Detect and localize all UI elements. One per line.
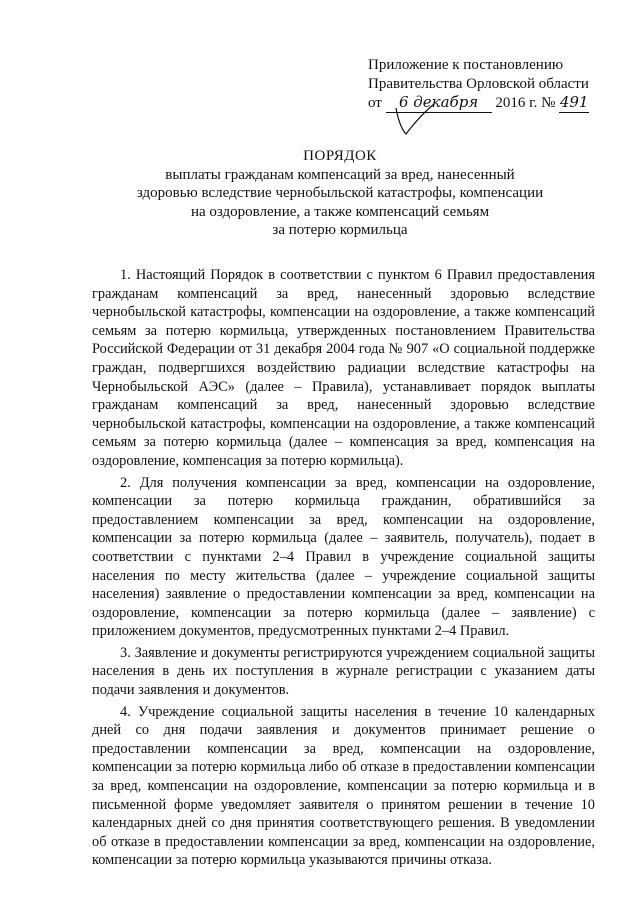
handwritten-number: 491 <box>559 93 589 111</box>
title-line-4: за потерю кормильца <box>272 222 408 238</box>
document-title <box>100 147 580 240</box>
handwritten-flourish-mark <box>392 100 452 140</box>
paragraph-4: 4. Учреждение социальной защиты населения в течение 10 календарных дней со дня подачи заявления и документов принимает решение о предоставлении компенсации за вред, компенсации на оздоровление, компенсации за потерю кормильца либо об отказе в предоставлении компенсации за вред, компенсации на оздоровление, компенсации за потерю кормильца и в письменной форме уведомляет заявителя о принятом решении в течение 10 календарных дней со дня принятия соответствующего решения. В уведомлении об отказе в предоставлении компенсации за вред, компенсации на оздоровление, компенсации за потерю кормильца указываются причины отказа. <box>92 703 595 869</box>
header-line-2: Правительства Орловской области <box>368 75 589 92</box>
title-line-1: выплаты гражданам компенсаций за вред, нанесенный <box>165 166 515 183</box>
title-line-3: на оздоровление, а также компенсаций семьям <box>190 203 490 220</box>
handwritten-date: 6 декабря <box>386 93 492 113</box>
title-heading: ПОРЯДОК <box>303 148 377 164</box>
document-body <box>92 266 595 873</box>
paragraph-1: 1. Настоящий Порядок в соответствии с пунктом 6 Правил предоставления гражданам компенсаций за вред, нанесенный здоровью вследствие чернобыльской катастрофы, компенсации на оздоровление, а также компенсаций семьям за потерю кормильца, утвержденных постановлением Правительства Российской Федерации от 31 декабря 2004 года № 907 «О социальной поддержке граждан, подвергшихся воздействию радиации вследствие катастрофы на Чернобыльской АЭС» (далее – Правила), устанавливает порядок выплаты гражданам компенсаций за вред, нанесенный здоровью вследствие чернобыльской катастрофы, компенсации на оздоровление, а также компенсаций семьям за потерю кормильца (далее – компенсация за вред, компенсация на оздоровление, компенсация за потерю кормильца). <box>92 267 595 469</box>
date-year: 2016 г. № <box>495 95 556 111</box>
date-prefix: от <box>368 95 382 111</box>
paragraph-2: 2. Для получения компенсации за вред, компенсации на оздоровление, компенсации за потерю кормильца гражданин, обратившийся за предоставлением компенсации за вред, компенсации на оздоровление, компенсации за потерю кормильца (далее – заявитель, получатель), подает в соответствии с пунктами 2–4 Правил в учреждение социальной защиты населения по месту жительства (далее – учреждение социальной защиты населения) заявление о предоставлении компенсации за вред, компенсации на оздоровление, компенсации за потерю кормильца (далее – заявление) с приложением документов, предусмотренных пунктами 2–4 Правил. <box>92 474 595 640</box>
header-line-1: Приложение к постановлению <box>368 57 564 73</box>
paragraph-3: 3. Заявление и документы регистрируются учреждением социальной защиты населения в день их поступления в журнале регистрации с указанием даты подачи заявления и документов. <box>92 644 595 699</box>
title-line-2: здоровью вследствие чернобыльской катастрофы, компенсации <box>136 185 544 201</box>
